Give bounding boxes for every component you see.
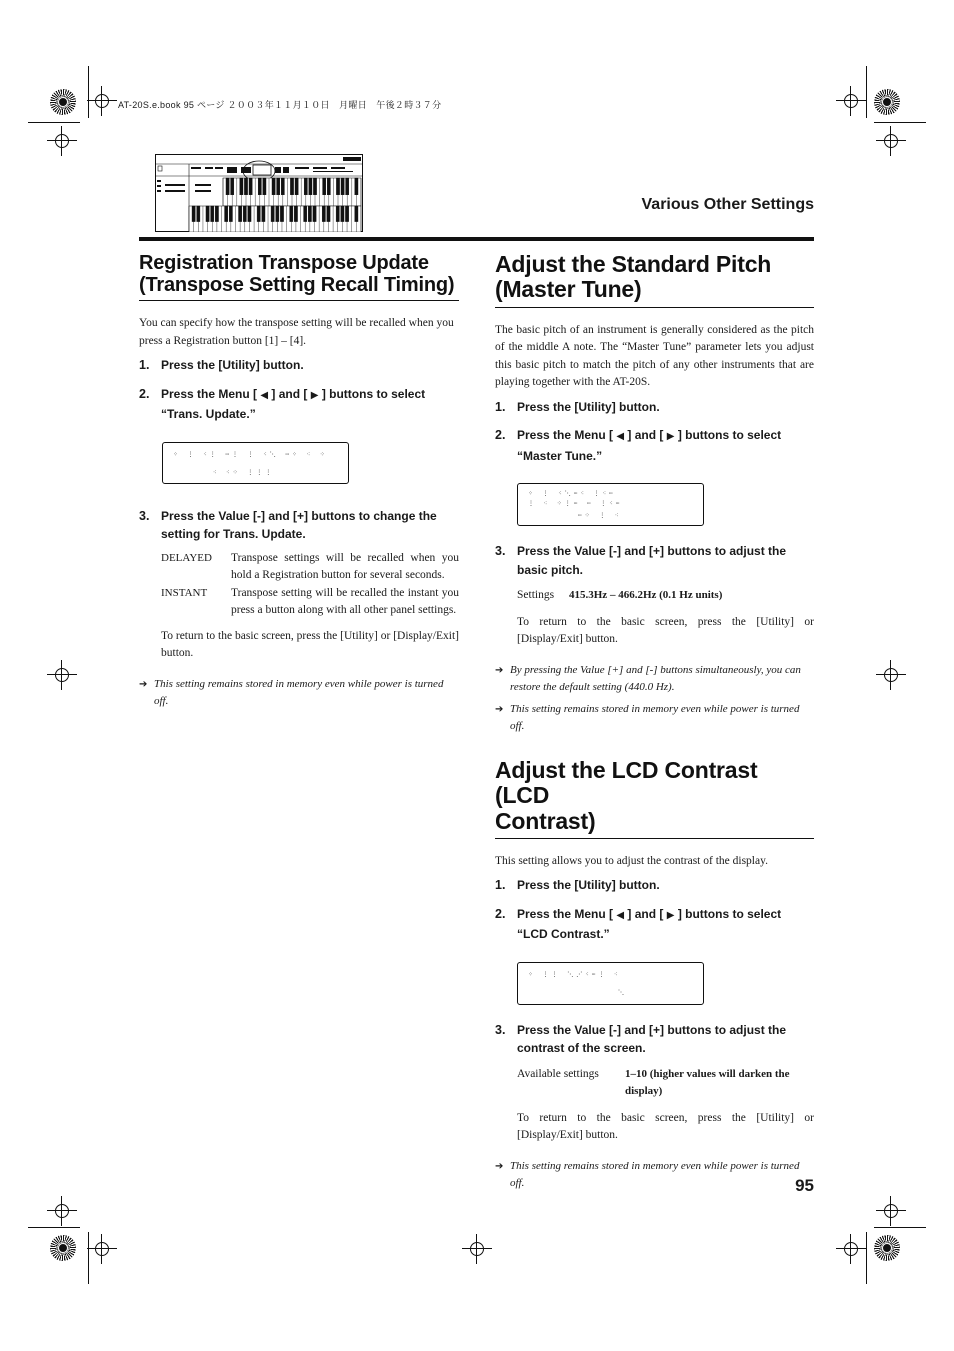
organ-black-key (248, 206, 251, 222)
organ-black-key (290, 206, 293, 222)
trim-mark (874, 122, 926, 123)
step-text: Press the [Utility] button. (161, 358, 304, 372)
organ-black-key (304, 178, 307, 195)
lcd-screen (517, 483, 704, 526)
organ-black-key (280, 206, 283, 222)
registration-sunburst-icon (874, 1235, 900, 1261)
crosshair-icon (836, 1234, 866, 1264)
organ-black-key (257, 206, 260, 222)
lcd-row: ⋱ (618, 988, 627, 996)
step-text: Press the Value [-] and [+] buttons to adjust the contrast of the screen. (517, 1022, 787, 1056)
title-line: Adjust the Standard Pitch (495, 251, 772, 277)
step-text-part: ] and [ (627, 906, 664, 921)
lcd-screen (517, 962, 704, 1005)
title-line: Registration Transpose Update (139, 252, 429, 274)
organ-black-key (229, 206, 232, 222)
organ-black-key (215, 206, 218, 222)
note (495, 662, 814, 697)
organ-black-key (327, 178, 330, 195)
note (139, 676, 459, 711)
step-text-part: Press the Menu [ (517, 428, 614, 443)
return-instruction: To return to the basic screen, press the [Utility] or [Display/Exit] button. (161, 629, 459, 659)
settings-row (517, 587, 814, 605)
step-text (517, 905, 814, 944)
organ-black-key (231, 178, 234, 195)
lcd-row: ⁘ ⋮⋮ ⋱⋰⁖⋯⋮ ⁖ (528, 970, 621, 978)
step-text-part: ] buttons to select “Trans. Update.” (161, 386, 426, 421)
step-1 (495, 398, 814, 417)
step-3 (495, 1021, 814, 1058)
organ-black-key (192, 206, 195, 222)
section-title (139, 252, 459, 301)
trim-mark (866, 66, 867, 118)
crosshair-icon (836, 86, 866, 116)
title-line: Adjust the LCD Contrast (LCD (495, 757, 758, 809)
organ-black-key (225, 206, 228, 222)
option-row (161, 585, 459, 620)
settings-value: 415.3Hz – 466.2Hz (0.1 Hz units) (569, 589, 723, 602)
intro-paragraph: You can specify how the transpose setting will be recalled when you press a Registration button [1] – [4]. (139, 317, 454, 347)
lcd-row: ⁘ ⋮ ⁖⋱⋯⁖ ⋮⁖⋯ (528, 490, 616, 498)
organ-black-key (355, 178, 358, 195)
crosshair-icon (462, 1234, 492, 1264)
organ-black-key (244, 178, 247, 195)
lcd-row: ⁘ ⋮ ⁖⋮ ⋯⋮ ⋮ ⁖⋱ ⋯⁘ ⁖ ⁘ (173, 450, 328, 458)
left-triangle-icon: ◀ (616, 909, 625, 921)
step-number: 1. (495, 878, 506, 893)
step-number: 2. (139, 386, 150, 401)
section-label: Various Other Settings (641, 196, 814, 213)
crosshair-icon (47, 1196, 77, 1226)
organ-black-key (322, 206, 325, 222)
note (495, 701, 814, 736)
right-arrow-icon: ➔ (495, 664, 504, 676)
title-line: (Master Tune) (495, 276, 642, 303)
right-triangle-icon: ▶ (666, 909, 675, 921)
note-text: This setting remains stored in memory even while power is turned off. (154, 677, 444, 707)
step-text-part: Press the Menu [ (161, 386, 258, 401)
organ-black-key (341, 178, 344, 195)
organ-black-key (336, 206, 339, 222)
trim-mark (874, 1227, 926, 1228)
organ-black-key (263, 178, 266, 195)
top-rule (139, 237, 814, 241)
section-title (495, 758, 814, 839)
organ-black-key (323, 178, 326, 195)
organ-black-key (249, 178, 252, 195)
step-text (517, 426, 814, 465)
step-number: 1. (495, 399, 506, 414)
right-arrow-icon: ➔ (139, 678, 148, 690)
lcd-contrast-section (495, 758, 814, 1193)
step-text-part: ] and [ (627, 428, 664, 443)
lcd-row: ⋯⁘ ⋮ ⁖ (578, 512, 622, 520)
organ-black-key (258, 178, 261, 195)
crosshair-icon (876, 126, 906, 156)
organ-black-key (276, 206, 279, 222)
organ-black-key (345, 206, 348, 222)
organ-black-key (313, 178, 316, 195)
organ-black-key (197, 206, 200, 222)
step-2 (139, 385, 459, 424)
organ-black-key (290, 178, 293, 195)
step-number: 3. (495, 544, 506, 559)
settings-label: Settings (517, 589, 555, 602)
organ-black-key (341, 206, 344, 222)
option-term: INSTANT (161, 586, 208, 599)
step-text: Press the [Utility] button. (517, 399, 660, 414)
organ-black-key (294, 206, 297, 222)
organ-black-key (271, 206, 274, 222)
option-term: DELAYED (161, 551, 212, 564)
organ-black-key (309, 178, 312, 195)
step-text-part: ] buttons to select “Master Tune.” (517, 428, 782, 463)
settings-row (517, 1066, 814, 1101)
trim-mark (28, 1227, 80, 1228)
step-3 (139, 507, 459, 544)
step-number: 3. (495, 1022, 506, 1037)
step-number: 2. (495, 906, 506, 921)
crosshair-icon (87, 1234, 117, 1264)
trim-mark (28, 122, 80, 123)
note-text: This setting remains stored in memory even while power is turned off. (510, 702, 800, 733)
transpose-update-section (139, 252, 459, 711)
organ-black-key (211, 206, 214, 222)
organ-black-key (243, 206, 246, 222)
organ-black-key (304, 206, 307, 222)
option-description: Transpose setting will be recalled the instant you press a button along with all other panel settings. (231, 586, 459, 616)
trim-mark (866, 1232, 867, 1284)
option-description: Transpose settings will be recalled when you hold a Registration button for several seconds. (231, 551, 459, 581)
left-triangle-icon: ◀ (616, 431, 625, 443)
right-triangle-icon: ▶ (666, 431, 675, 443)
title-line: (Transpose Setting Recall Timing) (139, 274, 455, 296)
organ-black-key (295, 178, 298, 195)
registration-sunburst-icon (50, 89, 76, 115)
organ-panel-illustration (155, 154, 363, 232)
organ-black-key (281, 178, 284, 195)
title-line: Contrast) (495, 807, 596, 834)
organ-black-key (336, 178, 339, 195)
crosshair-icon (87, 86, 117, 116)
step-text: Press the Value [-] and [+] buttons to adjust the basic pitch. (517, 544, 787, 577)
lcd-screen (162, 442, 349, 484)
left-triangle-icon: ◀ (260, 389, 269, 401)
crosshair-icon (47, 126, 77, 156)
step-number: 3. (139, 508, 150, 523)
step-2 (495, 905, 814, 944)
crosshair-icon (47, 660, 77, 690)
step-1 (139, 356, 459, 375)
lcd-row: ⁖ ⁖⁘ ⋮⋮⋮ (213, 468, 275, 476)
note-text: This setting remains stored in memory even while power is turned off. (510, 1159, 800, 1190)
settings-label: Available settings (517, 1067, 599, 1080)
right-arrow-icon: ➔ (495, 703, 504, 715)
organ-black-key (327, 206, 330, 222)
right-arrow-icon: ➔ (495, 1160, 504, 1172)
organ-black-key (313, 206, 316, 222)
note (495, 1158, 814, 1193)
page-number: 95 (795, 1176, 814, 1195)
step-text: Press the [Utility] button. (517, 878, 660, 893)
organ-black-key (206, 206, 209, 222)
return-instruction: To return to the basic screen, press the [Utility] or [Display/Exit] button. (517, 615, 814, 646)
organ-black-key (308, 206, 311, 222)
step-1 (495, 876, 814, 895)
option-list (161, 550, 459, 620)
organ-black-key (272, 178, 275, 195)
organ-black-key (355, 206, 358, 222)
organ-black-key (277, 178, 280, 195)
right-triangle-icon: ▶ (310, 389, 319, 401)
lcd-row: ⋮ ⁖ ⁘⋮⋯ ⋯ ⋮⁖⋯ (528, 500, 623, 508)
organ-black-key (239, 206, 242, 222)
crosshair-icon (876, 660, 906, 690)
step-2 (495, 426, 814, 465)
section-title (495, 252, 814, 308)
step-3 (495, 542, 814, 579)
step-text-part: ] buttons to select “LCD Contrast.” (517, 906, 782, 942)
step-number: 2. (495, 428, 506, 443)
step-text: Press the Value [-] and [+] buttons to change the setting for Trans. Update. (161, 508, 437, 541)
step-text-part: Press the Menu [ (517, 906, 614, 921)
step-text (161, 385, 459, 424)
file-info-header: AT-20S.e.book 95 ページ ２００３年１１月１０日 月曜日 午後２時３７分 (118, 100, 442, 110)
registration-sunburst-icon (50, 1235, 76, 1261)
organ-black-key (240, 178, 243, 195)
registration-sunburst-icon (874, 89, 900, 115)
settings-value: 1–10 (higher values will darken the display) (625, 1067, 790, 1098)
step-text-part: ] and [ (271, 386, 308, 401)
return-instruction: To return to the basic screen, press the [Utility] or [Display/Exit] button. (517, 1111, 814, 1142)
intro-paragraph: The basic pitch of an instrument is generally considered as the pitch of the middle A note. The “Master Tune” parameter lets you adjust this basic pitch to match the pitch of any other instruments that are playing together with the AT-20S. (495, 323, 814, 389)
option-row (161, 550, 459, 585)
step-number: 1. (139, 358, 150, 372)
organ-black-key (346, 178, 349, 195)
note-text: By pressing the Value [+] and [-] buttons simultaneously, you can restore the default setting (440.0 Hz). (510, 663, 801, 694)
organ-black-key (226, 178, 229, 195)
master-tune-section (495, 252, 814, 736)
organ-black-key (262, 206, 265, 222)
crosshair-icon (876, 1196, 906, 1226)
intro-paragraph: This setting allows you to adjust the contrast of the display. (495, 854, 768, 867)
